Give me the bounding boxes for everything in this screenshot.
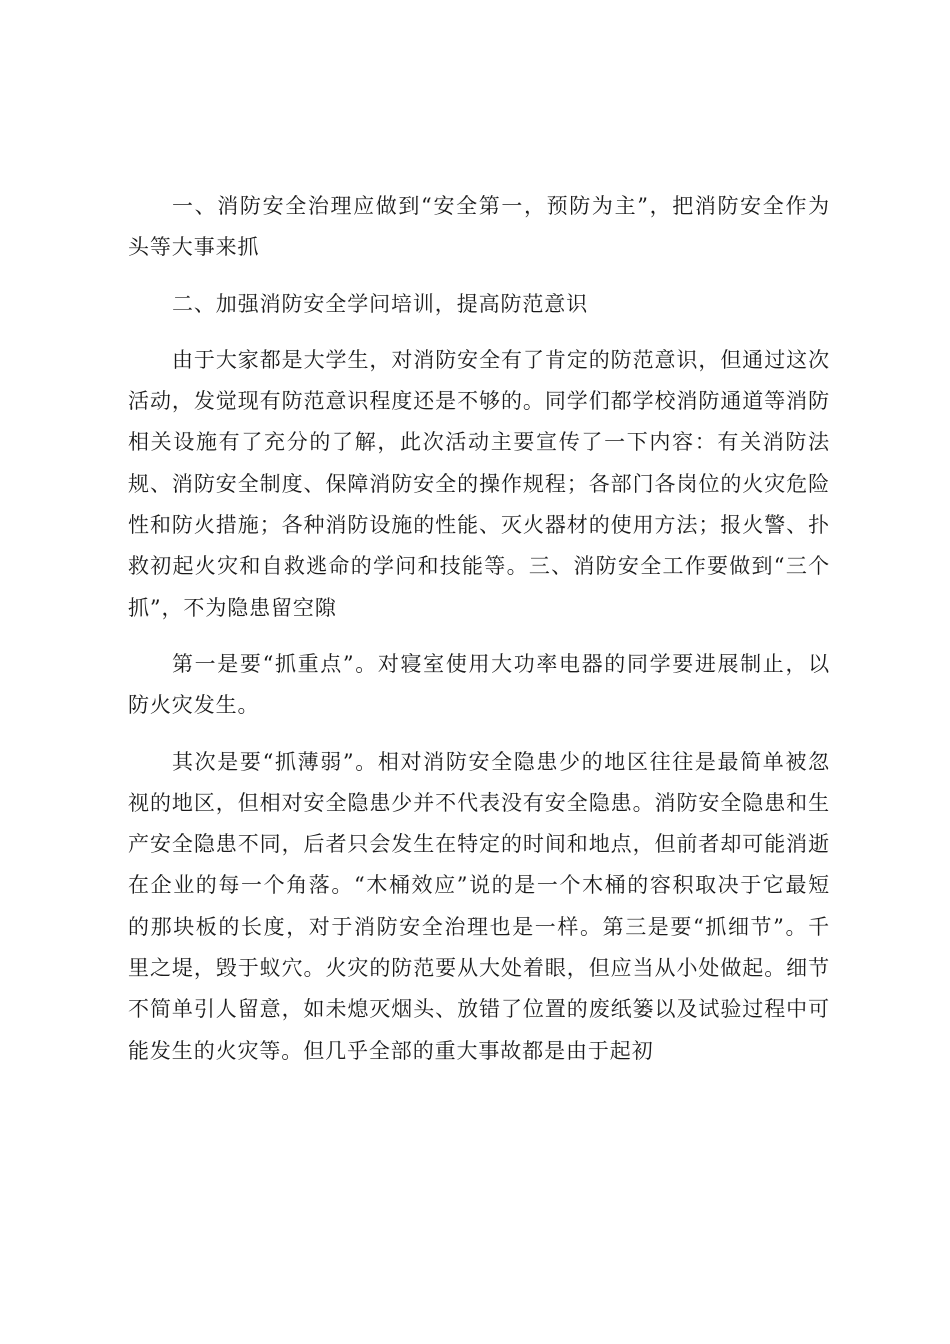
paragraph-second-point: 其次是要“抓薄弱”。相对消防安全隐患少的地区往往是最简单被忽视的地区，但相对安全隐患少并不代表没有安全隐患。消防安全隐患和生产安全隐患不同，后者只会发生在特定的时间和地点，但前者却可能消逝在企业的每一个角落。“木桶效应”说的是一个木桶的容积取决于它最短的那块板的长度，对于消防安全治理也是一样。第三是要“抓细节”。千里之堤，毁于蚁穴。火灾的防范要从大处着眼，但应当从小处做起。细节不简单引人留意，如未熄灭烟头、放错了位置的废纸篓以及试验过程中可能发生的火灾等。但几乎全部的重大事故都是由于起初 xyxy=(128,749,830,1063)
paragraph-section-two: 二、加强消防安全学问培训，提高防范意识 xyxy=(172,291,589,316)
paragraph-section-one: 一、消防安全治理应做到“安全第一，预防为主”，把消防安全作为头等大事来抓 xyxy=(128,194,830,260)
document-body xyxy=(128,186,830,1087)
paragraph-first-point: 第一是要“抓重点”。对寝室使用大功率电器的同学要进展制止，以防火灾发生。 xyxy=(128,651,830,718)
paragraph-awareness: 由于大家都是大学生，对消防安全有了肯定的防范意识，但通过这次活动，发觉现有防范意识程度还是不够的。同学们都学校消防通道等消防相关设施有了充分的了解，此次活动主要宣传了一下内容：有关消防法规、消防安全制度、保障消防安全的操作规程；各部门各岗位的火灾危险性和防火措施；各种消防设施的性能、灭火器材的使用方法；报火警、扑救初起火灾和自救逃命的学问和技能等。三、消防安全工作要做到“三个抓”，不为隐患留空隙 xyxy=(128,347,830,620)
